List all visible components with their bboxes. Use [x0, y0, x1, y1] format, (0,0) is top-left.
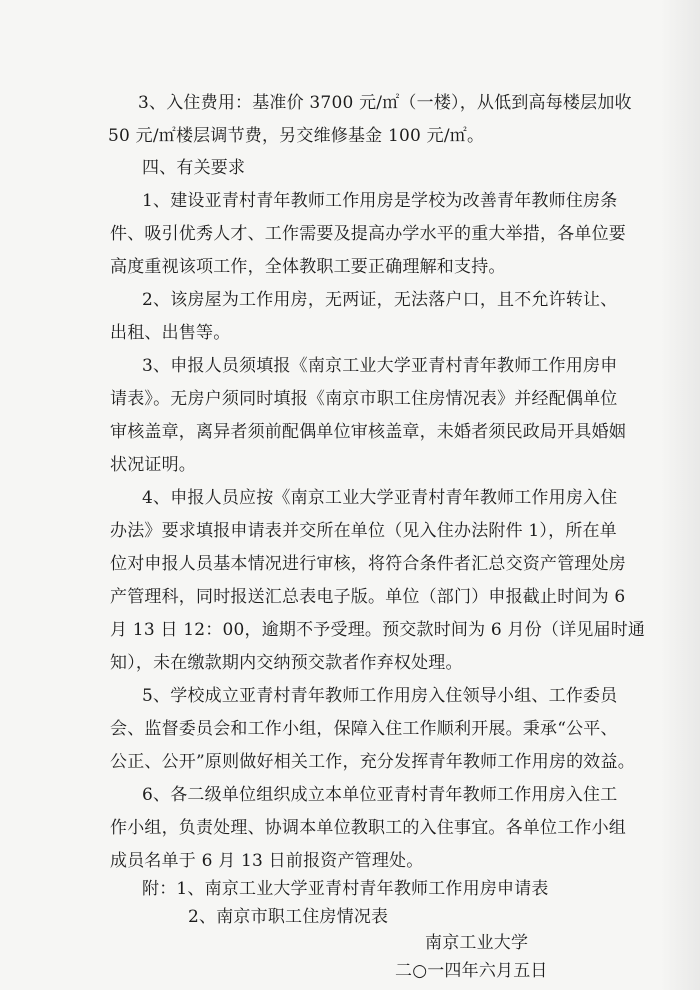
item5-line1: 5、学校成立亚青村青年教师工作用房入住领导小组、工作委员: [142, 686, 618, 706]
item4-line5: 月 13 日 12：00，逾期不予受理。预交款时间为 6 月份（详见届时通: [110, 620, 646, 640]
issuer-name: 南京工业大学: [425, 933, 529, 953]
item6-line2: 作小组，负责处理、协调本单位教职工的入住事宜。各单位工作小组: [110, 818, 626, 838]
item2-line2: 出租、出售等。: [110, 323, 231, 343]
item6-line3: 成员名单于 6 月 13 日前报资产管理处。: [110, 851, 424, 871]
section-heading: 四、有关要求: [142, 158, 246, 178]
item5-line2: 会、监督委员会和工作小组，保障入住工作顺利开展。秉承“公平、: [110, 719, 618, 739]
page-edge-shadow: [660, 0, 700, 990]
item4-line1: 4、申报人员应按《南京工业大学亚青村青年教师工作用房入住: [142, 488, 618, 508]
item3-line2: 请表》。无房户须同时填报《南京市职工住房情况表》并经配偶单位: [110, 389, 618, 409]
item4-line4: 产管理科，同时报送汇总表电子版。单位（部门）申报截止时间为 6: [110, 587, 626, 607]
item4-line6: 知），未在缴款期内交纳预交款者作弃权处理。: [110, 653, 463, 673]
item3-line4: 状况证明。: [110, 455, 196, 475]
item2-line1: 2、该房屋为工作用房，无两证，无法落户口，且不允许转让、: [142, 290, 618, 310]
item3-line3: 审核盖章，离异者须前配偶单位审核盖章，未婚者须民政局开具婚姻: [110, 422, 626, 442]
item4-line2: 办法》要求填报申请表并交所在单位（见入住办法附件 1），所在单: [110, 521, 617, 541]
item5-line3: 公正、公开”原则做好相关工作，充分发挥青年教师工作用房的效益。: [110, 752, 635, 772]
issue-date: 二○一四年六月五日: [395, 961, 548, 981]
item1-line1: 1、建设亚青村青年教师工作用房是学校为改善青年教师住房条: [142, 191, 618, 211]
item1-line3: 高度重视该项工作，全体教职工要正确理解和支持。: [110, 257, 506, 277]
attachment-2: 2、南京市职工住房情况表: [188, 907, 389, 927]
item3-line1: 3、申报人员须填报《南京工业大学亚青村青年教师工作用房申: [142, 356, 618, 376]
fee-line-2: 50 元/㎡楼层调节费，另交维修基金 100 元/㎡。: [108, 126, 485, 146]
item4-line3: 位对申报人员基本情况进行审核，将符合条件者汇总交资产管理处房: [110, 554, 626, 574]
item6-line1: 6、各二级单位组织成立本单位亚青村青年教师工作用房入住工: [142, 785, 618, 805]
attachment-1: 附：1、南京工业大学亚青村青年教师工作用房申请表: [142, 879, 549, 899]
item1-line2: 件、吸引优秀人才、工作需要及提高办学水平的重大举措，各单位要: [110, 224, 626, 244]
fee-line-1: 3、入住费用：基准价 3700 元/㎡（一楼），从低到高每楼层加收: [138, 93, 632, 113]
